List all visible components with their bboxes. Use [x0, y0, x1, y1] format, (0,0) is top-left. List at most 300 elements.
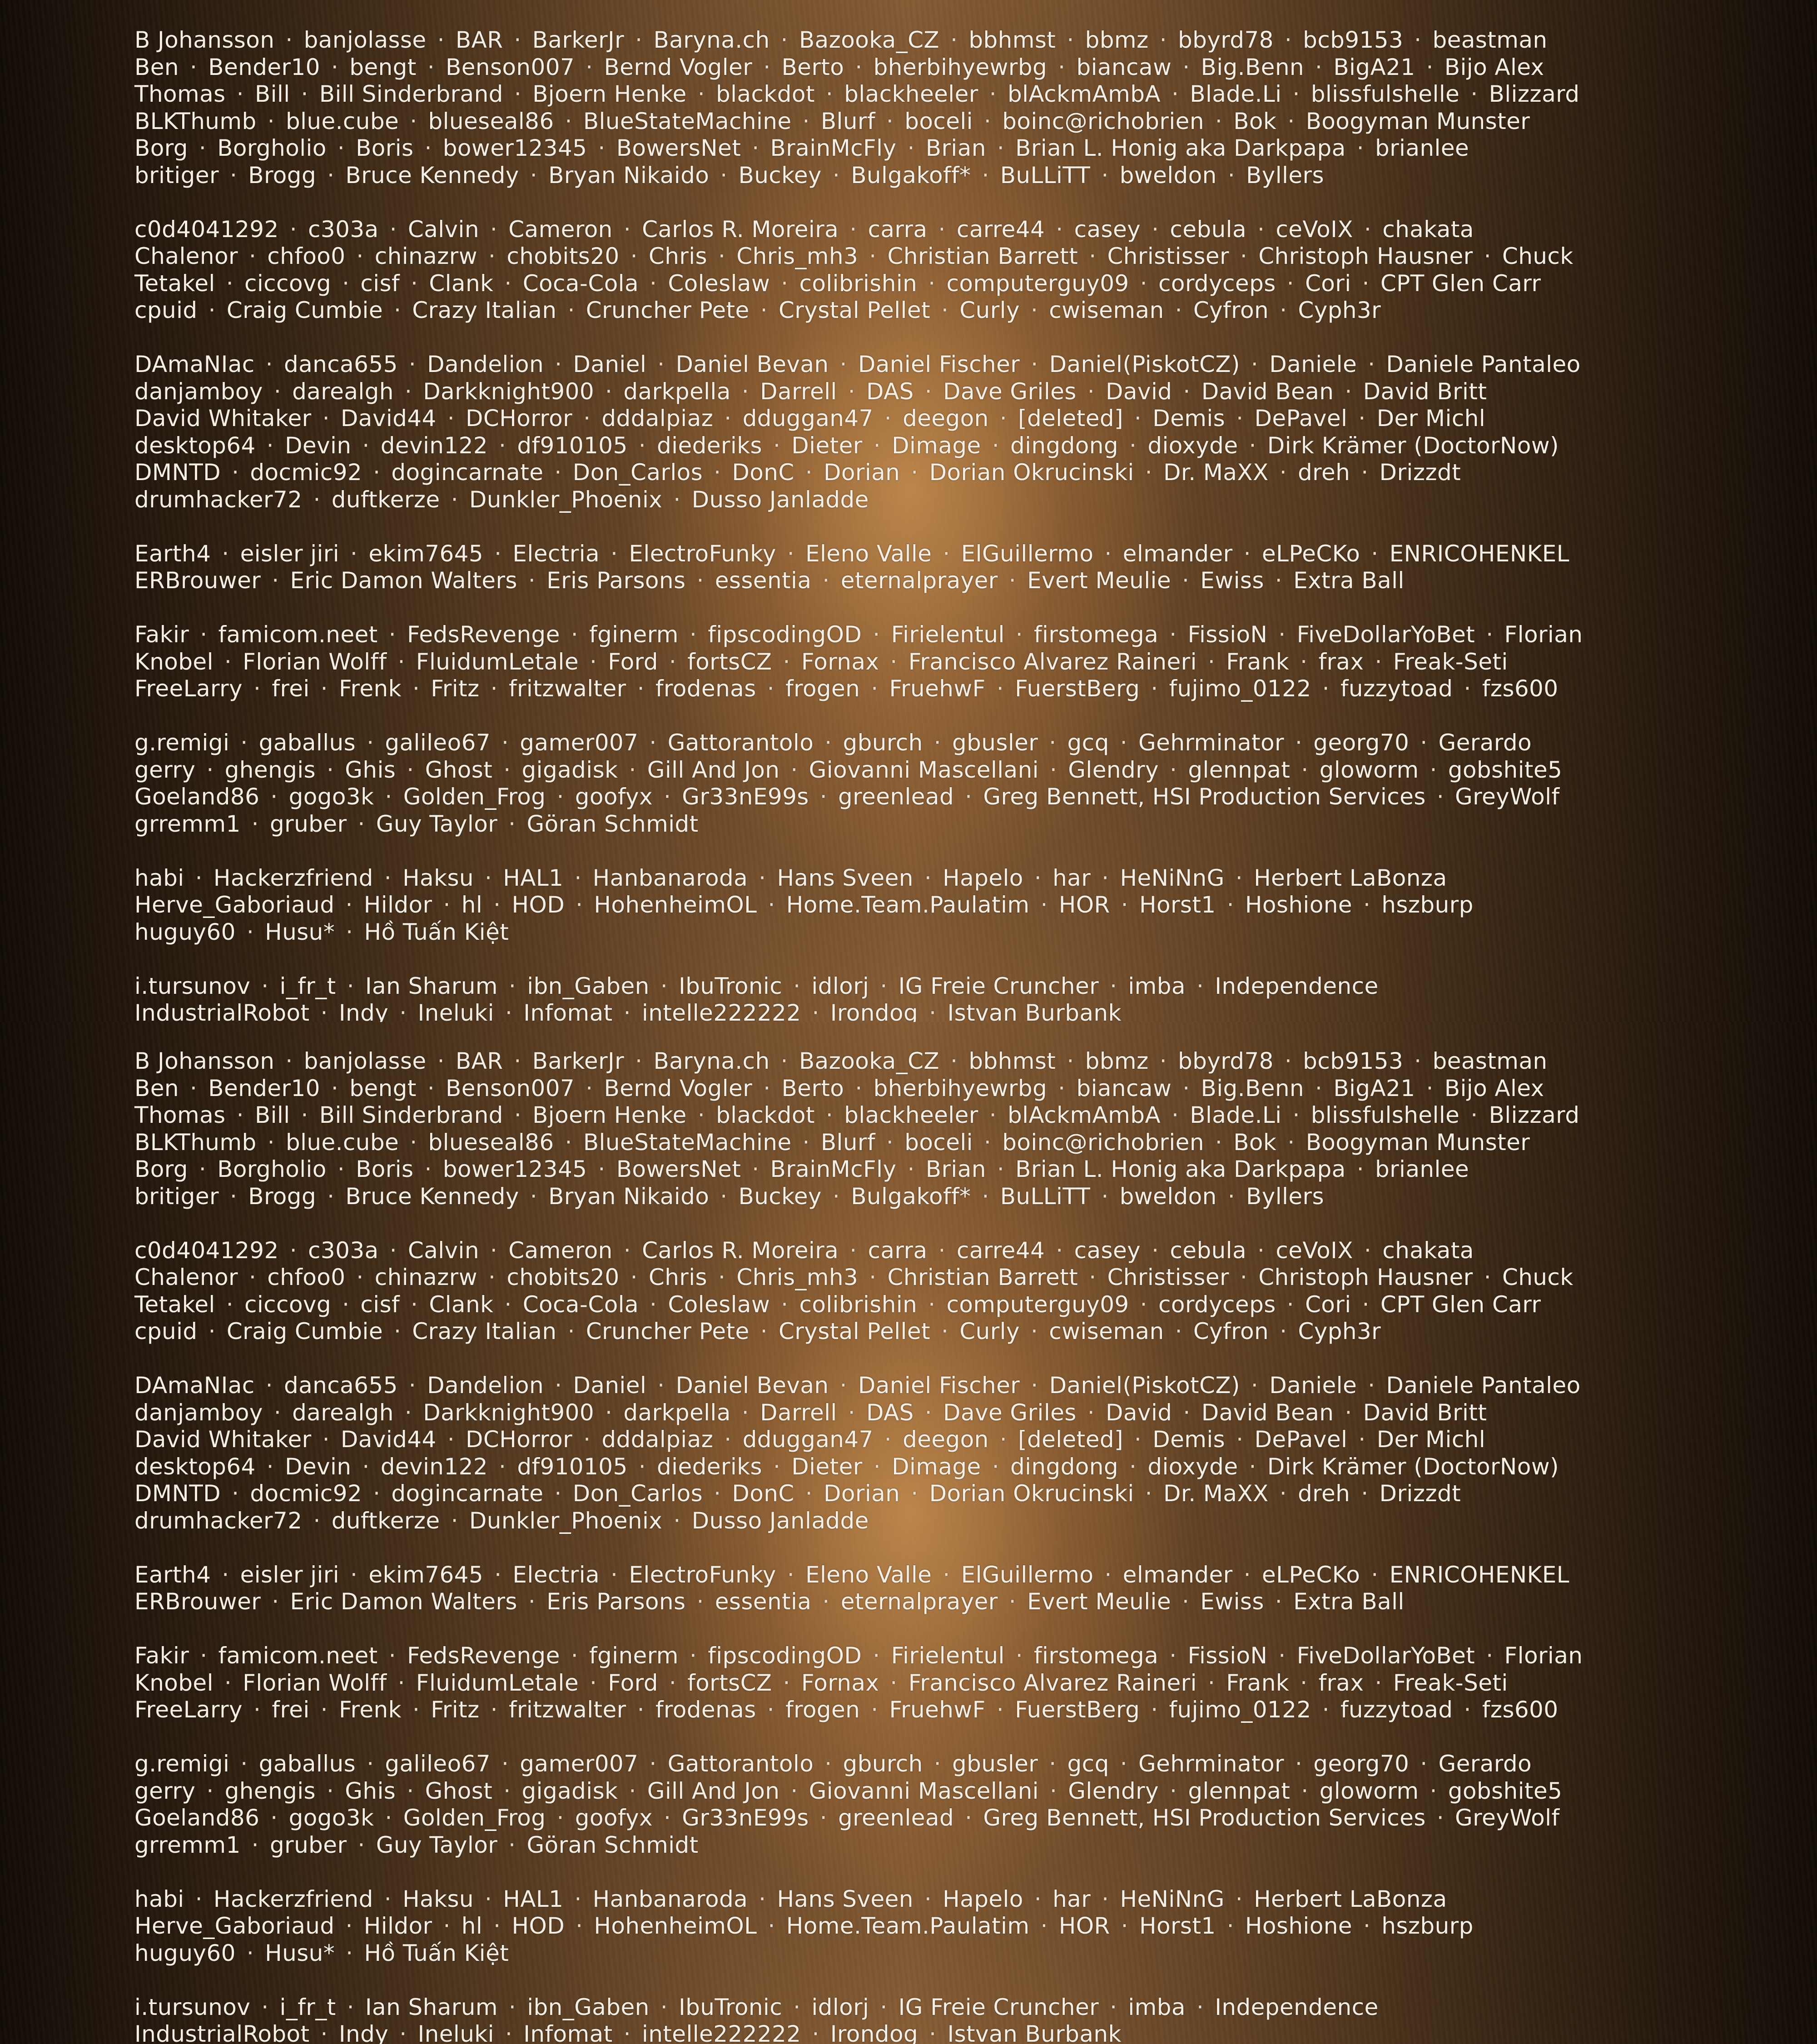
contributor-name: Tetakel [134, 1291, 215, 1318]
contributor-name: · fritzwalter [480, 1697, 626, 1723]
contributor-name: · Ewiss [1171, 1588, 1264, 1615]
contributor-name: · i_fr_t [250, 1994, 336, 2020]
contributor-name: · eternalprayer [811, 567, 998, 594]
contributor-name: · goofyx [546, 784, 653, 810]
contributor-name: · HOR [1029, 892, 1110, 918]
contributor-name: · intelle222222 [613, 2021, 801, 2044]
contributor-name: · Daniel Bevan [646, 1372, 829, 1399]
contributor-name: · blAckmAmbA [978, 1102, 1161, 1128]
contributor-name: · fujimo_0122 [1140, 675, 1311, 702]
contributor-name: · biancaw [1047, 1075, 1172, 1101]
contributor-name: · Bjoern Henke [503, 81, 687, 107]
contributor-name: · IbuTronic [650, 1994, 782, 2020]
contributor-name: · fginerm [560, 621, 679, 648]
contributor-name: · Hapelo [913, 1886, 1023, 1912]
contributor-name: huguy60 [134, 919, 236, 945]
contributor-name: · darealgh [263, 378, 394, 405]
contributor-name: · Göran Schmidt [497, 811, 698, 837]
contributor-name: · Ghost [396, 1778, 492, 1804]
contributor-name: · Blade.Li [1161, 1102, 1281, 1128]
contributor-name: · carre44 [928, 216, 1045, 243]
contributor-name: · intelle222222 [613, 1000, 801, 1022]
contributor-name: · gburch [814, 1751, 923, 1777]
contributor-name: · frei [243, 1697, 310, 1723]
contributor-name: desktop64 [134, 1454, 256, 1480]
contributor-name: · fginerm [560, 1642, 679, 1669]
contributor-name: DMNTD [134, 459, 221, 486]
contributor-name: · har [1023, 1886, 1091, 1912]
contributor-name: · Dandelion [398, 1372, 544, 1399]
contributor-name: · Brogg [219, 162, 316, 189]
contributor-name: · Boogyman Munster [1276, 1129, 1530, 1156]
contributor-name: · darkpella [594, 378, 731, 405]
contributor-name: · Hildor [335, 1913, 432, 1939]
contributor-name: · HOD [482, 892, 565, 918]
contributor-name: · IG Freie Cruncher [869, 1994, 1099, 2020]
contributor-name: · Infomat [494, 2021, 613, 2044]
contributor-name: i.tursunov [134, 973, 250, 999]
contributor-name: · BowersNet [587, 1156, 741, 1182]
contributor-name: · Bok [1204, 1129, 1276, 1156]
contributor-name: · har [1023, 865, 1091, 891]
contributor-name: · Guy Taylor [347, 1832, 497, 1858]
contributor-name: · Carlos R. Moreira [613, 1237, 839, 1264]
contributor-name: · Cameron [479, 216, 613, 243]
contributor-name: · Dunkler_Phoenix [440, 1508, 663, 1534]
contributor-name: · boinc@richobrien [973, 108, 1204, 134]
contributor-name: · Gerardo [1409, 729, 1532, 756]
contributor-name: · duftkerze [302, 1508, 440, 1534]
contributor-name: · bcb9153 [1274, 1048, 1403, 1074]
contributor-name: britiger [134, 1183, 219, 1210]
contributor-name: grremm1 [134, 1832, 241, 1858]
contributor-name: · BowersNet [587, 135, 741, 161]
contributor-name: · cisf [331, 1291, 400, 1318]
contributor-name: · gbusler [923, 1751, 1038, 1777]
contributor-name: Herve_Gaboriaud [134, 1913, 335, 1939]
contributor-name: · docmic92 [221, 1480, 362, 1507]
contributor-name: · Eris Parsons [517, 567, 686, 594]
contributor-name: · hszburp [1352, 892, 1474, 918]
contributor-name: · Baryna.ch [624, 1048, 769, 1074]
contributor-name: · Darrell [731, 1399, 837, 1426]
contributor-name: · Demis [1123, 1426, 1225, 1453]
contributor-name: · Brogg [219, 1183, 316, 1210]
contributor-name: · hl [432, 892, 482, 918]
contributor-name: · Bok [1204, 108, 1276, 134]
contributor-name: · gogo3k [259, 1805, 374, 1831]
contributor-name: · Borgholio [188, 135, 327, 161]
contributor-name: · Bill [226, 81, 290, 107]
contributor-name: · Blurf [792, 108, 875, 134]
contributor-name: · gogo3k [259, 784, 374, 810]
contributor-name: · eLPeCKo [1233, 541, 1360, 567]
contributor-name: · gcq [1038, 1751, 1109, 1777]
contributor-name: · Giovanni Mascellani [779, 1778, 1039, 1804]
contributor-name: · famicom.neet [189, 1642, 377, 1669]
contributor-name: Fakir [134, 1642, 189, 1669]
contributor-name: · Cyph3r [1269, 297, 1381, 323]
contributor-name: · essentia [685, 567, 811, 594]
contributor-name: · bbmz [1056, 27, 1148, 53]
contributor-name: · HOD [482, 1913, 565, 1939]
contributor-name: · Dr. MaXX [1134, 459, 1269, 486]
contributor-name: · idlorj [782, 1994, 869, 2020]
contributor-name: · bbyrd78 [1149, 27, 1274, 53]
contributor-name: · elmander [1093, 1562, 1232, 1588]
contributor-name: drumhacker72 [134, 1508, 302, 1534]
contributor-name: · Bulgakoff* [822, 162, 971, 189]
contributor-name: · eternalprayer [811, 1588, 998, 1615]
contributor-name: · Home.Team.Paulatim [757, 1913, 1029, 1939]
contributor-name: · gburch [814, 729, 923, 756]
contributor-name: c0d4041292 [134, 1237, 279, 1264]
contributor-name: · DAS [837, 1399, 914, 1426]
contributor-name: · Bill Sinderbrand [290, 1102, 503, 1128]
contributor-name: · eisler jiri [211, 1562, 339, 1588]
contributor-name: · bherbihyewrbg [844, 54, 1047, 80]
contributor-name: · frei [243, 675, 310, 702]
contributor-name: · Calvin [379, 1237, 479, 1264]
contributor-name: · Ford [579, 649, 658, 675]
contributor-name: · Coca-Cola [493, 270, 639, 297]
contributor-name: · Darrell [731, 378, 837, 405]
contributor-name: · Benson007 [417, 1075, 575, 1101]
contributor-name: · Brian L. Honig aka Darkpapa [986, 135, 1346, 161]
contributor-name: · Daniel Bevan [646, 351, 829, 377]
contributor-name: · essentia [685, 1588, 811, 1615]
contributor-name: · famicom.neet [189, 621, 377, 648]
contributor-name: gerry [134, 757, 195, 783]
contributor-name: · frogen [756, 1697, 860, 1723]
contributor-name: · Daniel Fischer [829, 351, 1020, 377]
contributor-name: · Chris_mh3 [707, 243, 858, 269]
contributor-name: · FedsRevenge [378, 1642, 560, 1669]
contributor-name: · blackdot [687, 81, 815, 107]
contributor-name: · Christisser [1078, 243, 1229, 269]
contributor-name: · CPT Glen Carr [1351, 1291, 1541, 1318]
contributor-name: · boceli [875, 108, 973, 134]
contributor-name: · Bruce Kennedy [316, 1183, 519, 1210]
contributor-name: · Gr33nE99s [653, 784, 809, 810]
contributor-name: · BarkerJr [503, 27, 624, 53]
contributor-name: · ibn_Gaben [498, 973, 650, 999]
contributor-name: · Christian Barrett [858, 243, 1078, 269]
contributor-name: · Florian Wolff [213, 1670, 387, 1696]
contributor-name: · Don_Carlos [543, 459, 703, 486]
contributor-name: · HohenheimOL [565, 1913, 757, 1939]
contributor-name: DAmaNIac [134, 351, 255, 377]
contributor-name: · DCHorror [437, 1426, 572, 1453]
contributor-name: · duftkerze [302, 486, 440, 513]
contributor-name: · beastman [1403, 1048, 1547, 1074]
contributor-name: · gobshite5 [1419, 1778, 1562, 1804]
contributor-name: FreeLarry [134, 675, 243, 702]
contributor-name: · computerguy09 [917, 270, 1129, 297]
contributor-name: · Blurf [792, 1129, 875, 1156]
contributor-name: · Göran Schmidt [497, 1832, 698, 1858]
contributor-name: · Greg Bennett, HSI Production Services [954, 784, 1426, 810]
contributor-name: · Hoshione [1216, 1913, 1352, 1939]
contributor-name: · DonC [703, 1480, 794, 1507]
contributor-name: · Indy [310, 2021, 389, 2044]
contributor-name: · dioxyde [1118, 1454, 1238, 1480]
contributor-name: · Eleno Valle [776, 541, 932, 567]
contributor-name: · Frenk [310, 1697, 402, 1723]
contributor-name: · hszburp [1352, 1913, 1474, 1939]
contributor-name: · danca655 [255, 1372, 398, 1399]
contributor-name: Knobel [134, 1670, 213, 1696]
contributor-name: · fujimo_0122 [1140, 1697, 1311, 1723]
contributor-name: · cordyceps [1129, 270, 1276, 297]
contributor-name: IndustrialRobot [134, 1000, 310, 1022]
contributor-name: · devin122 [351, 432, 488, 459]
contributor-name: · gcq [1038, 729, 1109, 756]
contributor-name: Thomas [134, 81, 226, 107]
contributor-name: · fuzzytoad [1311, 1697, 1453, 1723]
contributor-name: · Hồ Tuấn Kiệt [335, 1940, 509, 1966]
contributor-name: · dingdong [981, 1454, 1118, 1480]
contributor-name: · GreyWolf [1426, 1805, 1560, 1831]
contributor-name: · Frank [1197, 649, 1289, 675]
contributor-name: · cebula [1141, 216, 1246, 243]
contributor-name: · fortsCZ [658, 649, 772, 675]
contributor-name: · ghengis [195, 1778, 316, 1804]
contributor-name: · chfoo0 [238, 1264, 345, 1290]
contributor-name: · Hanbanaroda [563, 1886, 748, 1912]
contributor-name: · Fritz [402, 1697, 480, 1723]
contributor-name: · blackheeler [815, 1102, 978, 1128]
contributor-name: · idlorj [782, 973, 869, 999]
contributor-name: · blueseal86 [399, 108, 554, 134]
contributor-name: · Dave Griles [914, 378, 1077, 405]
contributor-name: · ElectroFunky [600, 1562, 776, 1588]
contributor-name: Borg [134, 1156, 188, 1182]
contributor-name: · banjolasse [274, 27, 426, 53]
contributor-name: · fipscodingOD [679, 1642, 862, 1669]
contributor-name: · boinc@richobrien [973, 1129, 1204, 1156]
contributor-name: · bcb9153 [1274, 27, 1403, 53]
contributor-name: · Infomat [494, 1000, 613, 1022]
contributor-name: · Independence [1186, 1994, 1379, 2020]
contributor-name: · Ian Sharum [336, 1994, 498, 2020]
contributor-name: · goofyx [546, 1805, 653, 1831]
contributor-name: · ciccovg [215, 1291, 331, 1318]
contributor-name: huguy60 [134, 1940, 236, 1966]
contributor-name: · Dusso Janladde [662, 1508, 869, 1534]
contributor-name: habi [134, 1886, 184, 1912]
contributor-name: Earth4 [134, 541, 211, 567]
contributor-name: · georg70 [1284, 1751, 1409, 1777]
contributor-name: · gruber [241, 1832, 347, 1858]
contributor-name: · Blizzard [1460, 81, 1579, 107]
contributor-name: · Dieter [762, 432, 863, 459]
contributor-name: · Ghis [316, 757, 396, 783]
contributor-name: · Bender10 [179, 1075, 320, 1101]
contributor-name: · Dorian [794, 1480, 900, 1507]
contributor-name: · Ewiss [1171, 567, 1264, 594]
contributor-name: · Cori [1276, 270, 1351, 297]
contributor-name: Thomas [134, 1102, 226, 1128]
contributor-name: · Firielentul [862, 1642, 1004, 1669]
contributor-name: · Chris [620, 243, 707, 269]
contributor-name: · BlueStateMachine [554, 1129, 792, 1156]
contributor-name: · Hildor [335, 892, 432, 918]
contributor-name: · dogincarnate [362, 1480, 543, 1507]
contributor-name: · Coleslaw [639, 270, 770, 297]
contributor-name: · ElGuillermo [932, 541, 1093, 567]
contributor-name: · blackdot [687, 1102, 815, 1128]
contributor-name: · ElectroFunky [600, 541, 776, 567]
contributor-name: · Herbert LaBonza [1225, 1886, 1447, 1912]
contributor-name: · Frenk [310, 675, 402, 702]
contributor-name: · chobits20 [477, 1264, 620, 1290]
contributor-name: · Crystal Pellet [750, 1318, 930, 1344]
contributor-name: · Carlos R. Moreira [613, 216, 839, 243]
contributor-name: · eLPeCKo [1233, 1562, 1360, 1588]
contributor-name: · Blade.Li [1161, 81, 1281, 107]
contributor-name: · Dorian Okrucinski [900, 459, 1134, 486]
contributor-name: · Indy [310, 1000, 389, 1022]
contributor-name: · FissioN [1158, 621, 1267, 648]
contributor-name: · Berto [752, 1075, 844, 1101]
contributor-name: Borg [134, 135, 188, 161]
contributor-name: · Bill Sinderbrand [290, 81, 503, 107]
contributor-name: · FissioN [1158, 1642, 1267, 1669]
contributor-name: · David Bean [1172, 1399, 1334, 1426]
contributor-name: · CPT Glen Carr [1351, 270, 1541, 297]
contributor-name: · imba [1099, 1994, 1186, 2020]
contributor-name: · ElGuillermo [932, 1562, 1093, 1588]
contributor-name: · gloworm [1290, 757, 1419, 783]
contributor-name: · Buckey [709, 162, 822, 189]
contributor-name: · gbusler [923, 729, 1038, 756]
contributor-name: · cwiseman [1020, 1318, 1164, 1344]
contributor-name: · Glendry [1039, 757, 1159, 783]
contributor-name: · Haksu [373, 1886, 474, 1912]
contributor-name: · Brian [896, 1156, 986, 1182]
contributor-name: · brianlee [1346, 135, 1469, 161]
contributor-name: c0d4041292 [134, 216, 279, 243]
contributor-name: · Baryna.ch [624, 27, 769, 53]
contributor-name: · Bryan Nikaido [519, 162, 709, 189]
contributor-name: · Daniele [1240, 1372, 1357, 1399]
contributor-name: · Bender10 [179, 54, 320, 80]
contributor-name: · Dunkler_Phoenix [440, 486, 663, 513]
contributor-name: · Clank [400, 1291, 493, 1318]
contributor-name: Herve_Gaboriaud [134, 892, 335, 918]
contributor-name: · Byllers [1217, 162, 1324, 189]
contributor-name: · HeNiNnG [1091, 865, 1225, 891]
contributor-name: cpuid [134, 1318, 198, 1344]
contributor-name: · BlueStateMachine [554, 108, 792, 134]
contributor-name: · gruber [241, 811, 347, 837]
contributor-name: · Bjoern Henke [503, 1102, 687, 1128]
contributor-name: · fuzzytoad [1311, 675, 1453, 702]
contributor-name: · Gattorantolo [638, 729, 814, 756]
contributor-name: · Freak-Seti [1364, 1670, 1508, 1696]
contributor-name: · IG Freie Cruncher [869, 973, 1099, 999]
contributor-name: · Calvin [379, 216, 479, 243]
contributor-name: i.tursunov [134, 1994, 250, 2020]
contributor-name: · diederiks [628, 432, 762, 459]
contributor-name: · Bijo Alex [1415, 1075, 1544, 1101]
contributor-name: · [deleted] [989, 1426, 1123, 1453]
contributor-name: · Daniele Pantaleo [1357, 1372, 1580, 1399]
contributor-name: · Crystal Pellet [750, 297, 930, 323]
contributor-name: · ceVoIX [1246, 216, 1353, 243]
contributor-name: · Horst1 [1110, 1913, 1216, 1939]
contributor-name: · Darkknight900 [394, 1399, 594, 1426]
contributor-name: · Bill [226, 1102, 290, 1128]
contributor-name: · Christoph Hausner [1229, 1264, 1473, 1290]
contributor-name: · Buckey [709, 1183, 822, 1210]
contributor-name: · gigadisk [492, 757, 618, 783]
contributor-name: · Crazy Italian [383, 1318, 556, 1344]
contributor-name: · casey [1045, 216, 1141, 243]
contributor-name: · Coca-Cola [493, 1291, 639, 1318]
contributor-name: IndustrialRobot [134, 2021, 310, 2044]
contributor-name: · Dr. MaXX [1134, 1480, 1269, 1507]
contributor-name: · bower12345 [413, 1156, 587, 1182]
contributor-name: · Firielentul [862, 621, 1004, 648]
contributor-name: · Gr33nE99s [653, 1805, 809, 1831]
contributor-name: · frax [1289, 1670, 1364, 1696]
contributor-name: Ben [134, 54, 179, 80]
contributor-name: · chfoo0 [238, 243, 345, 269]
contributor-name: · Horst1 [1110, 892, 1216, 918]
contributor-name: · Evert Meulie [998, 1588, 1171, 1615]
contributor-name: · gobshite5 [1419, 757, 1562, 783]
contributor-name: · FruehwF [860, 1697, 986, 1723]
contributor-name: · Daniel Fischer [829, 1372, 1020, 1399]
contributor-name: · blue.cube [257, 1129, 399, 1156]
contributor-name: · Clank [400, 270, 493, 297]
contributor-name: · Bernd Vogler [575, 1075, 752, 1101]
contributor-name: · Golden_Frog [374, 784, 546, 810]
contributor-name: FreeLarry [134, 1697, 243, 1723]
contributor-name: · David44 [312, 1426, 437, 1453]
contributor-name: · fzs600 [1453, 675, 1558, 702]
contributor-name: · FuerstBerg [986, 675, 1140, 702]
contributor-name: · Drizzdt [1350, 459, 1461, 486]
contributor-name: · Florian Wolff [213, 649, 387, 675]
contributor-name: · Chuck [1473, 1264, 1574, 1290]
contributor-name: · Bryan Nikaido [519, 1183, 709, 1210]
contributor-name: · Herbert LaBonza [1225, 865, 1447, 891]
contributor-name: · Crazy Italian [383, 297, 556, 323]
contributor-name: · bbyrd78 [1149, 1048, 1274, 1074]
contributor-name: · Electria [483, 541, 600, 567]
contributor-name: · DonC [703, 459, 794, 486]
contributor-name: · blue.cube [257, 108, 399, 134]
contributor-name: · bengt [320, 54, 417, 80]
contributor-name: · Christoph Hausner [1229, 243, 1473, 269]
contributor-name: · Benson007 [417, 54, 575, 80]
contributor-name: · firstomega [1005, 1642, 1158, 1669]
contributor-name: · Francisco Alvarez Raineri [879, 649, 1196, 675]
contributor-name: · Istvan Burbank [918, 1000, 1122, 1022]
contributor-name: · devin122 [351, 1454, 488, 1480]
contributor-name: · [deleted] [989, 405, 1123, 432]
contributor-name: · bower12345 [413, 135, 587, 161]
contributor-name: · dddalpiaz [572, 405, 713, 432]
contributor-name: · Ineluki [388, 1000, 494, 1022]
contributor-name: · colibrishin [770, 270, 917, 297]
contributor-name: · blueseal86 [399, 1129, 554, 1156]
contributor-name: · deegon [874, 405, 989, 432]
contributor-name: · blackheeler [815, 81, 978, 107]
